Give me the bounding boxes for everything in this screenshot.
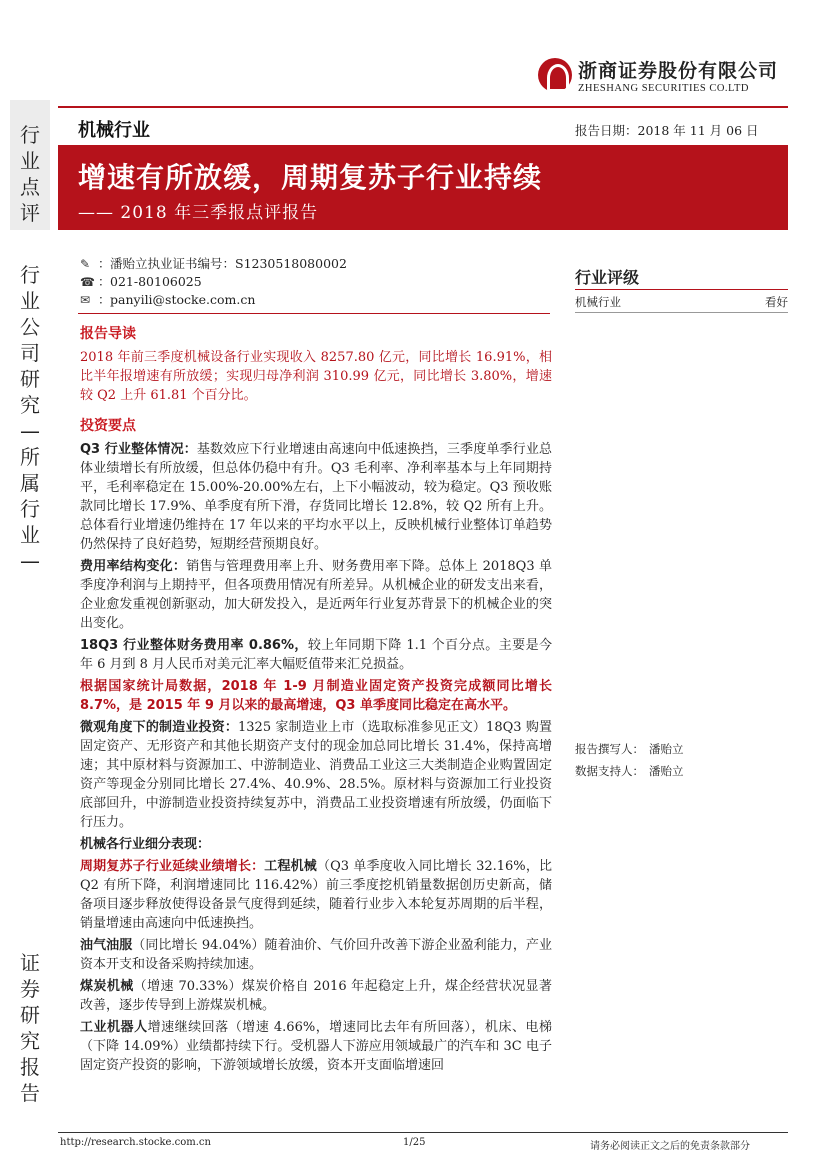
- analyst-block: [575, 738, 684, 782]
- point-micro-investment: 微观角度下的制造业投资：1325 家制造业上市（选取标准参见正文）18Q3 购置固定资产、无形资产和其他长期资产支付的现金加总同比增长 31.4%，保持高增速；其中原材料与资源加工、中游制造业、消费品工业这三大类制造企业购置固定资产等现金分别同比增长 27.4%、40.9%、28.5%。原材料与资源加工行业投资底部回升，中游制造业投资持续复苏中，消费品工业投资增速有所放缓，仍面临下行压力。: [80, 720, 552, 830]
- report-title: 增速有所放缓，周期复苏子行业持续: [78, 161, 543, 194]
- report-date: 报告日期：2018 年 11 月 06 日: [575, 123, 759, 138]
- logo-icon: [538, 58, 572, 92]
- research-category-label: 行 业 公 司 研 究 — 所 属 行 业 —: [20, 263, 40, 573]
- writer-label: 报告撰写人：: [575, 742, 644, 756]
- point-expense: 费用率结构变化：销售与管理费用率上升、财务费用率下降。总体上 2018Q3 单季度净利润与上期持平，但各项费用情况有所差异。从机械企业的研发支出来看，企业愈发重视创新驱动，加大研发投入，是近两年行业复苏背景下的机械企业的突出变化。: [80, 559, 552, 631]
- industry-tag: 机械行业: [78, 120, 150, 141]
- securities-report-label: 证 券 研 究 报 告: [20, 951, 40, 1105]
- support-name: 潘贻立: [649, 764, 684, 778]
- header-divider: [58, 106, 788, 108]
- author-phone: 021-80106025: [110, 274, 202, 289]
- points-heading: 投资要点: [80, 418, 136, 434]
- rating-value: 看好: [765, 295, 788, 309]
- company-name-cn: 浙商证券股份有限公司: [578, 60, 779, 82]
- email-icon: ✉: [80, 293, 91, 307]
- report-type-label: 行 业 点 评: [10, 100, 50, 230]
- guide-text: 2018 年前三季度机械设备行业实现收入 8257.80 亿元，同比增长 16.91%，相比半年报增速有所放缓；实现归母净利润 310.99 亿元，同比增长 3.80%，增速较 Q2 上升 61.81 个百分比。: [80, 350, 552, 403]
- point-industrial-robot: 工业机器人增速继续回落（增速 4.66%，增速同比去年有所回落），机床、电梯（下降 14.09%）业绩都持续下行。受机器人下游应用领域最广的汽车和 3C 电子固定资产投资的影响，下游领域增长放缓，资本开支面临增速回: [80, 1020, 552, 1073]
- point-stats-highlight: 根据国家统计局数据，2018 年 1-9 月制造业固定资产投资完成额同比增长 8.7%，是 2015 年 9 月以来的最高增速，Q3 单季度同比稳定在高水平。: [80, 679, 552, 713]
- point-coal-machinery: 煤炭机械（增速 70.33%）煤炭价格自 2016 年起稳定上升，煤企经营状况显著改善，逐步传导到上游煤炭机械。: [80, 979, 552, 1013]
- disclaimer-note: 请务必阅读正文之后的免责条款部分: [590, 1141, 750, 1152]
- rating-row: [575, 294, 788, 310]
- company-name-en: ZHESHANG SECURITIES CO.LTD: [578, 83, 749, 94]
- author-block: ✎ ： 潘贻立执业证书编号：S1230518080002 ☎ ： 021-80106025 ✉ ： panyili@stocke.com.cn: [80, 256, 347, 307]
- page-number: 1/25: [403, 1137, 426, 1148]
- writer-name: 潘贻立: [649, 742, 684, 756]
- rating-divider: [575, 289, 788, 290]
- author-license: 潘贻立执业证书编号：S1230518080002: [110, 256, 347, 271]
- rating-bottom-divider: [575, 312, 788, 313]
- footer-url[interactable]: http://research.stocke.com.cn: [60, 1137, 211, 1148]
- phone-icon: ☎: [80, 275, 95, 289]
- footer-divider: [58, 1132, 788, 1133]
- pen-icon: ✎: [80, 257, 91, 271]
- author-divider: [78, 313, 550, 314]
- point-subsector-heading: 机械各行业细分表现：: [80, 837, 211, 852]
- point-oil-gas: 油气油服（同比增长 94.04%）随着油价、气价回升改善下游企业盈利能力，产业资本开支和设备采购持续加速。: [80, 938, 552, 972]
- report-body: [80, 325, 552, 1078]
- author-email[interactable]: panyili@stocke.com.cn: [110, 292, 256, 307]
- support-label: 数据支持人：: [575, 764, 644, 778]
- point-overall: Q3 行业整体情况：基数效应下行业增速由高速向中低速换挡，三季度单季行业总体业绩增长有所放缓，但总体仍稳中有升。Q3 毛利率、净利率基本与上年同期持平，毛利率稳定在 15.00%-20.00%左右，上下小幅波动，较为稳定。Q3 预收账款同比增长 17.9%、单季度有所下滑，存货同比增长 12.8%，较 Q2 所有上升。总体看行业增速仍维持在 17 年以来的平均水平以上，反映机械行业整体订单趋势仍然保持了良好趋势，短期经营预期良好。: [80, 442, 552, 552]
- guide-heading: 报告导读: [80, 326, 136, 342]
- report-subtitle: —— 2018 年三季报点评报告: [78, 203, 319, 223]
- rating-industry: 机械行业: [575, 295, 621, 309]
- company-logo: [538, 56, 778, 94]
- rating-heading: 行业评级: [575, 268, 640, 287]
- point-construction-machinery: 周期复苏子行业延续业绩增长：工程机械（Q3 单季度收入同比增长 32.16%，比 Q2 有所下降，利润增速同比 116.42%）前三季度挖机销量数据创历史新高，储备项目逐步释放使得设备景气度得到延续，随着行业步入本轮复苏周期的后半程，销量增速由高速向中低速换挡。: [80, 859, 552, 931]
- point-finance-cost: 18Q3 行业整体财务费用率 0.86%，较上年同期下降 1.1 个百分点。主要是今年 6 月到 8 月人民币对美元汇率大幅贬值带来汇兑损益。: [80, 638, 552, 672]
